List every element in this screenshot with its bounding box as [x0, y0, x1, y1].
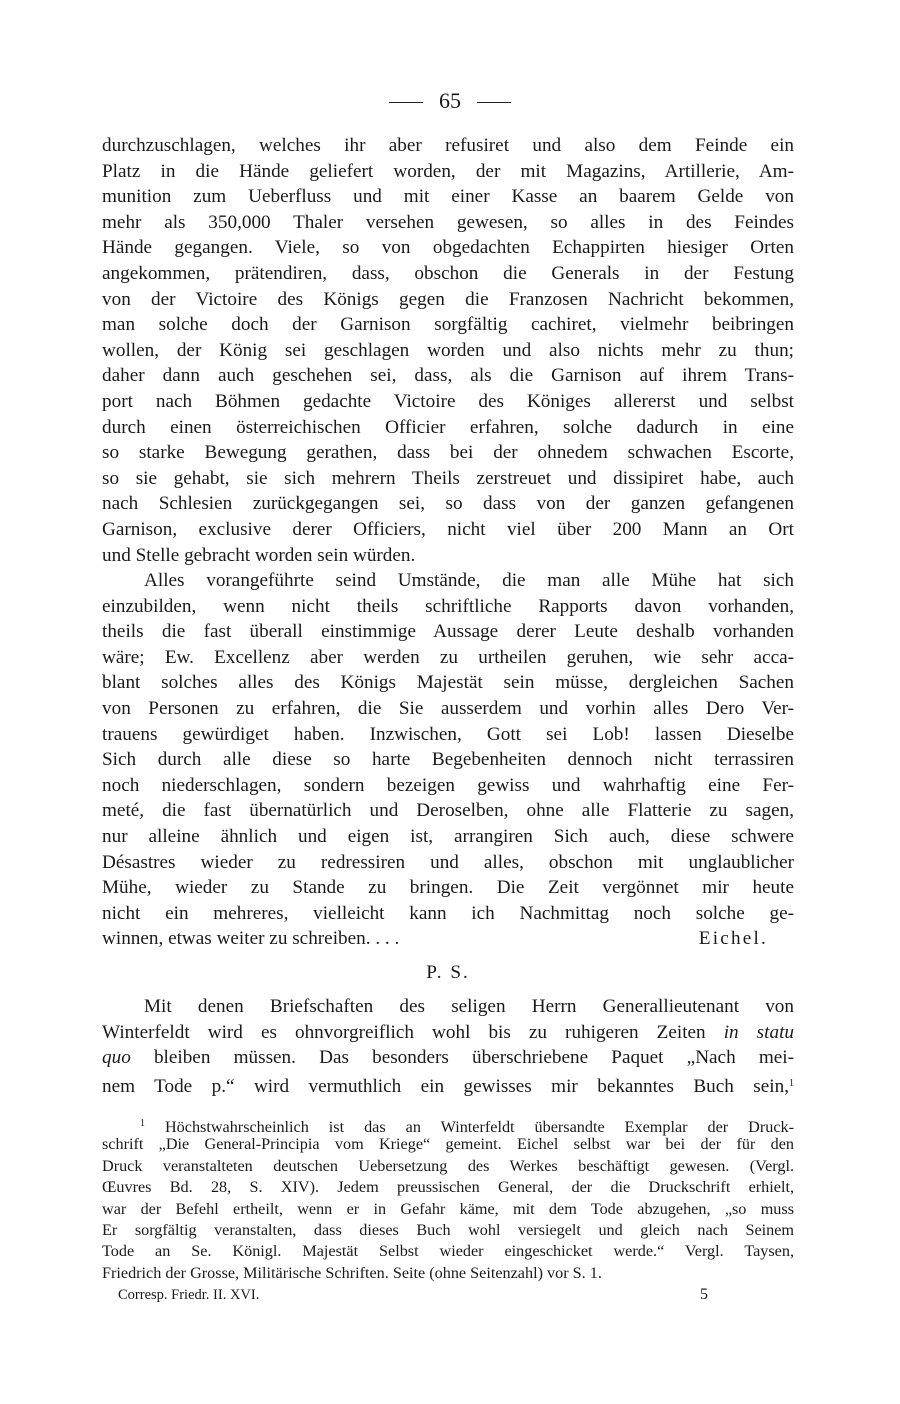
text-fragment: nem Tode p.“ wird vermuthlich ein gewisses mir bekanntes Buch sein, [102, 1075, 789, 1097]
closing-text: winnen, etwas weiter zu schreiben. . . . [102, 928, 400, 950]
footnote-marker: 1 [140, 1118, 145, 1129]
text-line: Sich durch alle diese so harte Begebenheiten dennoch nicht terrassiren [102, 749, 794, 771]
text-line: Mit denen Briefschaften des seligen Herrn Generallieutenant von [144, 996, 794, 1017]
footnote-line: Druck veranstalteten deutschen Uebersetzung des Werkes beschäftigt gewesen. (Vergl. [102, 1156, 794, 1175]
text-line: port nach Böhmen gedachte Victoire des Königes allererst und selbst [102, 390, 794, 412]
text-line: nur alleine ähnlich und eigen ist, arrangiren Sich auch, diese schwere [102, 826, 794, 848]
text-line: wollen, der König sei geschlagen worden und also nichts mehr zu thun; [102, 339, 794, 361]
text-line: und Stelle gebracht worden sein würden. [102, 544, 416, 566]
text-line: Garnison, exclusive derer Officiers, nicht viel über 200 Mann an Ort [102, 518, 794, 540]
text-line: munition zum Ueberfluss und mit einer Kasse an baarem Gelde von [102, 186, 794, 208]
footnote-line: Tode an Se. Königl. Majestät Selbst wieder eingeschicket werde.“ Vergl. Taysen, [102, 1242, 794, 1261]
sheet-signature: 5 [700, 1286, 708, 1303]
body-text [102, 133, 794, 1096]
text-line: blant solches alles des Königs Majestät sein müsse, dergleichen Sachen [102, 672, 794, 694]
footnote-reference: 1 [789, 1077, 794, 1089]
paragraph-2 [102, 568, 794, 952]
text-line: trauens gewürdiget haben. Inzwischen, Gott sei Lob! lassen Dieselbe [102, 723, 794, 745]
text-line: theils die fast überall einstimmige Aussage derer Leute deshalb vorhanden [102, 621, 794, 643]
header-rule-left [389, 102, 423, 103]
footnote-line: schrift „Die General-Principia vom Kriege“ gemeint. Eichel selbst war bei der für den [102, 1135, 794, 1154]
header-rule-right [477, 102, 511, 103]
latin-phrase: quo [102, 1047, 131, 1069]
text-line: so starke Bewegung gerathen, dass bei der ohnedem schwachen Escorte, [102, 442, 794, 464]
text-line: nicht ein mehreres, vielleicht kann ich Nachmittag noch solche ge- [102, 902, 794, 924]
text-line: durchzuschlagen, welches ihr aber refusiret und also dem Feinde ein [102, 135, 794, 156]
text-line: mehr als 350,000 Thaler versehen gewesen, so alles in des Feindes [102, 211, 794, 233]
text-line: Platz in die Hände geliefert worden, der mit Magazins, Artillerie, Am- [102, 160, 794, 182]
text-line: Mühe, wieder zu Stande zu bringen. Die Zeit vergönnet mir heute [102, 877, 794, 899]
text-line: Alles vorangeführte seind Umstände, die man alle Mühe hat sich [144, 570, 794, 592]
text-line: von der Victoire des Königs gegen die Franzosen Nachricht bekommen, [102, 288, 794, 310]
footnotes [102, 1113, 794, 1284]
footnote-line: war der Befehl ertheilt, wenn er in Gefahr käme, mit dem Tode abzugehen, „so muss [102, 1199, 794, 1218]
text-fragment: Höchstwahrscheinlich ist das an Winterfeldt übersandte Exemplar der Druck- [164, 1118, 795, 1136]
text-line: Désastres wieder zu redressiren und alles, obschon mit unglaublicher [102, 851, 794, 873]
page-header [0, 86, 900, 116]
text-line [102, 1045, 794, 1071]
postscript-heading: P. S. [426, 962, 470, 983]
text-fragment: Winterfeldt wird es ohnvorgreiflich wohl bis zu ruhigeren Zeiten [102, 1021, 724, 1043]
text-fragment: bleiben müssen. Das besonders überschriebene Paquet „Nach mei- [130, 1047, 794, 1069]
footnote-line: Er sorgfältig veranstalten, dass dieses Buch wohl versiegelt und gleich nach Seinem [102, 1220, 794, 1239]
text-line: durch einen österreichischen Officier erfahren, solche dadurch in eine [102, 416, 794, 438]
source-reference: Corresp. Friedr. II. XVI. [118, 1287, 260, 1303]
text-line: noch niederschlagen, sondern bezeigen gewiss und wahrhaftig eine Fer- [102, 774, 794, 796]
text-line: nach Schlesien zurückgegangen sei, so dass von der ganzen gefangenen [102, 493, 794, 515]
text-line [102, 1020, 794, 1046]
text-line [102, 1071, 794, 1097]
text-line: Hände gegangen. Viele, so von obgedachten Echappirten hiesiger Orten [102, 237, 794, 259]
printer-signature-line [118, 1285, 708, 1305]
postscript-paragraph [102, 994, 794, 1096]
page-number: 65 [439, 88, 461, 113]
text-line: angekommen, prätendiren, dass, obschon die Generals in der Festung [102, 262, 794, 284]
text-line: man solche doch der Garnison sorgfältig cachiret, vielmehr beibringen [102, 314, 794, 336]
footnote-line: Œuvres Bd. 28, S. XIV). Jedem preussischen General, der die Druckschrift erhielt, [102, 1178, 794, 1197]
text-line: meté, die fast übernatürlich und Deroselben, ohne alle Flatterie zu sagen, [102, 800, 794, 822]
text-line: daher dann auch geschehen sei, dass, als die Garnison auf ihrem Trans- [102, 365, 794, 387]
footnote-line [102, 1113, 794, 1134]
latin-phrase: in statu [723, 1021, 794, 1043]
text-line: so sie gehabt, sie sich mehrern Theils zerstreuet und dissipiret habe, auch [102, 467, 794, 489]
paragraph-1 [102, 133, 794, 568]
text-line: einzubilden, wenn nicht theils schriftliche Rapports davon vorhanden, [102, 595, 794, 617]
footnote-line: Friedrich der Grosse, Militärische Schriften. Seite (ohne Seitenzahl) vor S. 1. [102, 1263, 602, 1282]
text-line: wäre; Ew. Excellenz aber werden zu urtheilen geruhen, wie sehr acca- [102, 646, 794, 668]
text-line: von Personen zu erfahren, die Sie ausserdem und vorhin alles Dero Ver- [102, 698, 794, 720]
letter-signature: Eichel. [698, 928, 768, 950]
closing-line [102, 926, 794, 952]
